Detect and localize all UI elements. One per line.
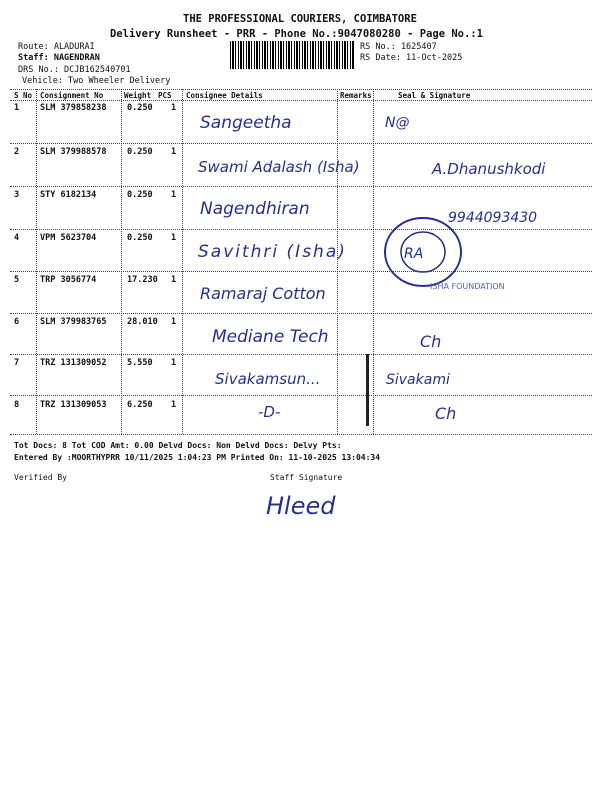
cell-weight: 5.550 <box>127 358 153 368</box>
rs-number: RS No.: 1625407 <box>360 42 437 52</box>
cell-pcs: 1 <box>171 400 177 410</box>
cell-consignment: TRP 3056774 <box>40 275 97 285</box>
cell-weight: 0.250 <box>127 103 153 113</box>
staff-signature: Hleed <box>266 492 336 520</box>
route-label: Route: ALADURAI <box>18 42 95 52</box>
svg-text:RA: RA <box>404 246 424 262</box>
col-divider <box>373 89 374 434</box>
cell-weight: 0.250 <box>127 190 153 200</box>
signature-row8: Ch <box>435 404 457 423</box>
drs-label: DRS No.: DCJB162540701 <box>18 65 131 75</box>
cell-sno: 2 <box>14 147 20 157</box>
col-divider <box>121 89 122 434</box>
cell-sno: 5 <box>14 275 20 285</box>
rs-date: RS Date: 11-Oct-2025 <box>360 53 463 63</box>
consignee-handwriting: Mediane Tech <box>212 327 329 347</box>
consignee-handwriting: -D- <box>258 403 281 421</box>
isha-stamp <box>378 210 468 290</box>
row-divider <box>10 186 592 187</box>
col-divider <box>182 89 183 434</box>
cell-sno: 4 <box>14 233 20 243</box>
th-consignee: Consignee Details <box>186 91 263 100</box>
cell-pcs: 1 <box>171 317 177 327</box>
signature-row6: Ch <box>420 332 442 351</box>
cell-consignment: STY 6182134 <box>40 190 97 200</box>
consignee-handwriting: Swami Adalash (Isha) <box>198 158 360 176</box>
ink-stroke <box>366 354 369 426</box>
company-title: THE PROFESSIONAL COURIERS, COIMBATORE <box>183 13 417 25</box>
cell-sno: 3 <box>14 190 20 200</box>
signature-row7: Sivakami <box>386 372 450 388</box>
signature-row2: A.Dhanushkodi <box>432 160 546 178</box>
runsheet-subtitle: Delivery Runsheet - PRR - Phone No.:9047080280 - Page No.:1 <box>110 28 483 40</box>
cell-consignment: TRZ 131309052 <box>40 358 107 368</box>
cell-sno: 6 <box>14 317 20 327</box>
cell-sno: 7 <box>14 358 20 368</box>
cell-consignment: TRZ 131309053 <box>40 400 107 410</box>
cell-weight: 0.250 <box>127 233 153 243</box>
cell-weight: 0.250 <box>127 147 153 157</box>
signature-phone: 9944093430 <box>448 210 538 226</box>
barcode <box>230 41 355 69</box>
th-consignment: Consignment No <box>40 91 104 100</box>
cell-consignment: SLM 379858238 <box>40 103 107 113</box>
cell-pcs: 1 <box>171 275 177 285</box>
cell-pcs: 1 <box>171 358 177 368</box>
th-sno: S No <box>14 91 33 100</box>
staff-signature-label: Staff Signature <box>270 473 343 482</box>
cell-weight: 6.250 <box>127 400 153 410</box>
consignee-handwriting: Sangeetha <box>200 113 292 133</box>
row-divider <box>10 313 592 314</box>
row-divider <box>10 271 592 272</box>
th-pcs: PCS <box>158 91 172 100</box>
cell-pcs: 1 <box>171 190 177 200</box>
cell-consignment: VPM 5623704 <box>40 233 97 243</box>
cell-sno: 1 <box>14 103 20 113</box>
consignee-handwriting: Savithri (Isha) <box>198 242 347 262</box>
verified-by-label: Verified By <box>14 473 67 482</box>
cell-weight: 17.230 <box>127 275 158 285</box>
signature-row1: N@ <box>385 115 410 131</box>
consignee-handwriting: Nagendhiran <box>200 199 310 219</box>
table-top-rule <box>10 89 592 90</box>
totals-line: Tot Docs: 8 Tot COD Amt: 0.00 Delvd Docs: Non Delvd Docs: Delvy Pts: <box>14 441 342 450</box>
staff-label: Staff: NAGENDRAN <box>18 53 100 63</box>
vehicle-label: Vehicle: Two Wheeler Delivery <box>22 76 171 86</box>
consignee-handwriting: Ramaraj Cotton <box>200 284 326 303</box>
stamp-text: ISHA FOUNDATION <box>430 282 505 291</box>
table-bottom-rule <box>10 434 592 435</box>
cell-sno: 8 <box>14 400 20 410</box>
row-divider <box>10 354 592 355</box>
th-remarks: Remarks <box>340 91 372 100</box>
col-divider <box>36 89 37 434</box>
cell-pcs: 1 <box>171 103 177 113</box>
cell-pcs: 1 <box>171 147 177 157</box>
row-divider <box>10 229 592 230</box>
th-weight: Weight <box>124 91 152 100</box>
cell-consignment: SLM 379988578 <box>40 147 107 157</box>
row-divider <box>10 395 592 396</box>
table-header-rule <box>10 100 592 101</box>
cell-weight: 28.010 <box>127 317 158 327</box>
row-divider <box>10 143 592 144</box>
cell-consignment: SLM 379983765 <box>40 317 107 327</box>
consignee-handwriting: Sivakamsun... <box>215 370 321 388</box>
th-seal-signature: Seal & Signature <box>398 91 471 100</box>
cell-pcs: 1 <box>171 233 177 243</box>
entered-by-line: Entered By :MOORTHYPRR 10/11/2025 1:04:23 PM Printed On: 11-10-2025 13:04:34 <box>14 453 381 462</box>
